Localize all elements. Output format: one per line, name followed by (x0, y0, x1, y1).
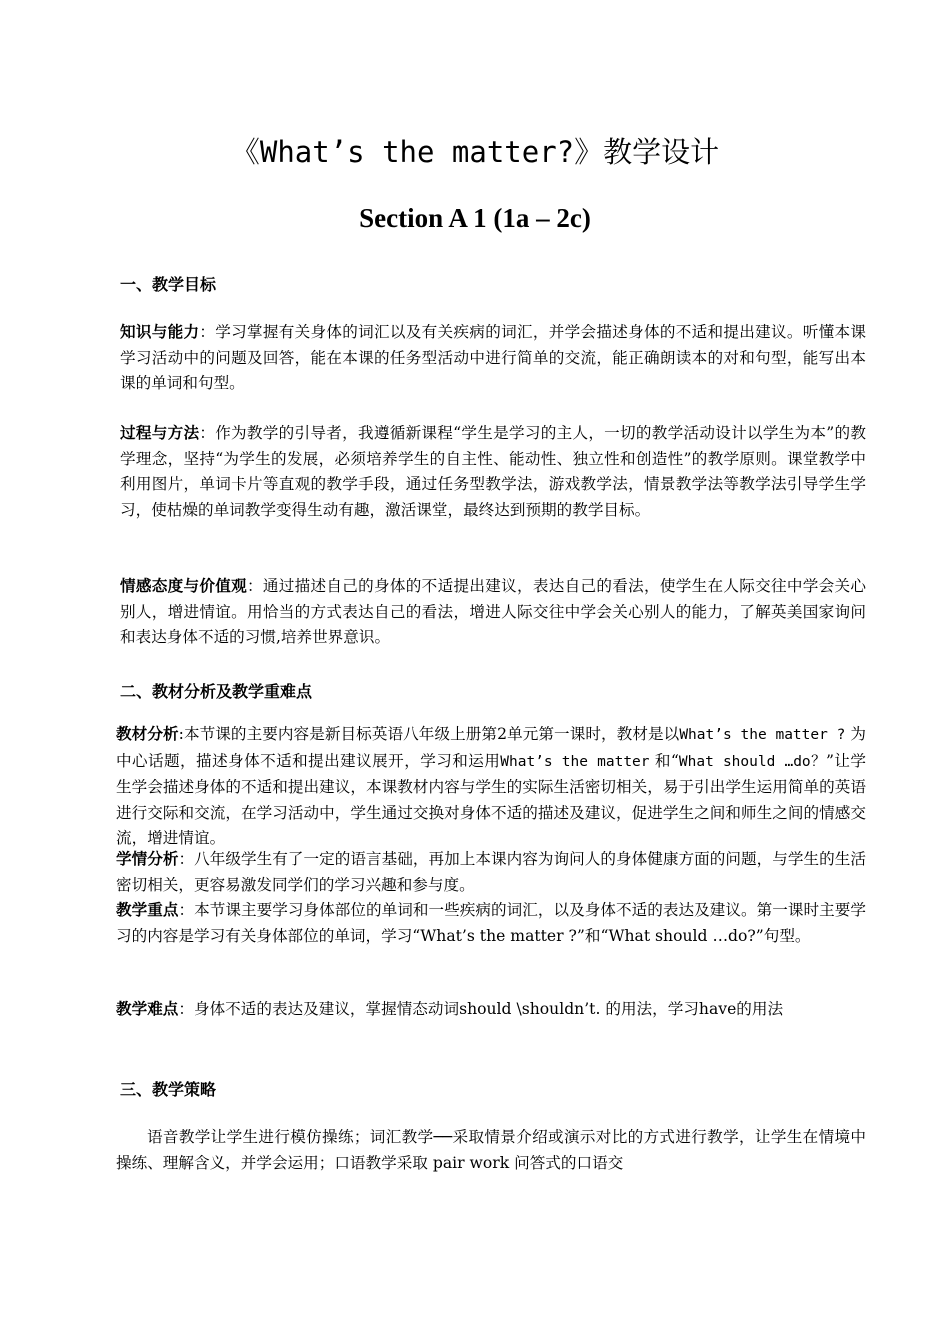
text-material-a: :本节课的主要内容是新目标英语八年级上册第2单元第一课时，教材是以 (178, 725, 680, 743)
text-difficult-points: ：身体不适的表达及建议，掌握情态动词should \shouldn’t. 的用法，学习have的用法 (178, 1000, 784, 1018)
label-process: 过程与方法 (120, 424, 200, 442)
paragraph-difficult-points (116, 997, 866, 1023)
text-material-b: 为中心话题，描述身体不适和提出建议展开，学习和运用 (116, 725, 866, 770)
text-material-mono-2: What’s the matter (500, 753, 650, 770)
text-process: ：作为教学的引导者，我遵循新课程“学生是学习的主人，一切的教学活动设计以学生为本”的教学理念，坚持“为学生的发展，必须培养学生的自主性、能动性、独立性和创造性”的教学原则。课堂教学中利用图片，单词卡片等直观的教学手段，通过任务型教学法，游戏教学法，情景教学法等教学法引导学生学习，使枯燥的单词教学变得生动有趣，激活课堂，最终达到预期的教学目标。 (120, 424, 866, 519)
section-heading-analysis: 二、教材分析及教学重难点 (120, 682, 313, 701)
paragraph-emotion (120, 574, 866, 651)
label-knowledge: 知识与能力 (120, 323, 200, 341)
label-student: 学情分析 (116, 850, 179, 868)
text-student: ：八年级学生有了一定的语言基础，再加上本课内容为询问人的身体健康方面的问题，与学生的生活密切相关，更容易激发同学们的学习兴趣和参与度。 (116, 850, 866, 894)
paragraph-knowledge (120, 320, 866, 397)
text-material-mono-1: What’s the matter ? (679, 727, 846, 743)
label-key-points: 教学重点 (116, 901, 179, 919)
paragraph-strategy: 语音教学让学生进行模仿操练；词汇教学──采取情景介绍或演示对比的方式进行教学，让学生在情境中操练、理解含义，并学会运用；口语教学采取 pair work 问答式的口语交 (116, 1128, 866, 1172)
section-heading-goals: 一、教学目标 (120, 275, 217, 294)
text-emotion: ：通过描述自己的身体的不适提出建议，表达自己的看法，使学生在人际交往中学会关心别人，增进情谊。用恰当的方式表达自己的看法，增进人际交往中学会关心别人的能力，了解英美国家询问和表达身体不适的习惯,培养世界意识。 (120, 577, 866, 646)
text-knowledge: ：学习掌握有关身体的词汇以及有关疾病的词汇，并学会描述身体的不适和提出建议。听懂本课学习活动中的问题及回答，能在本课的任务型活动中进行简单的交流，能正确朗读本的对和句型，能写出本课的单词和句型。 (120, 323, 866, 392)
label-difficult-points: 教学难点 (116, 1000, 179, 1018)
text-material-c: 和“ (649, 751, 679, 770)
paragraph-student (116, 847, 866, 898)
paragraph-key-points (116, 898, 866, 949)
document-title: 《What’s the matter?》教学设计 (230, 135, 720, 169)
text-material-d: ”让学生学会描述身体的不适和提出建议，本课教材内容与学生的实际生活密切相关，易于引出学生运用简单的英语进行交际和交流，在学习活动中，学生通过交换对身体不适的描述及建议，促进学生之间和师生之间的情感交流，增进情谊。 (116, 751, 866, 847)
paragraph-material (116, 722, 866, 852)
document-subtitle: Section A 1 (1a – 2c) (359, 203, 591, 233)
text-material-mono-3: What should …do？ (678, 753, 826, 770)
label-emotion: 情感态度与价值观 (120, 577, 248, 595)
paragraph-process (120, 421, 866, 523)
text-key-points: ：本节课主要学习身体部位的单词和一些疾病的词汇，以及身体不适的表达及建议。第一课时主要学习的内容是学习有关身体部位的单词，学习“What’s the matter ?”和“What should …do?”句型。 (116, 901, 866, 945)
label-material: 教材分析 (116, 725, 179, 743)
section-heading-strategy: 三、教学策略 (120, 1080, 217, 1099)
